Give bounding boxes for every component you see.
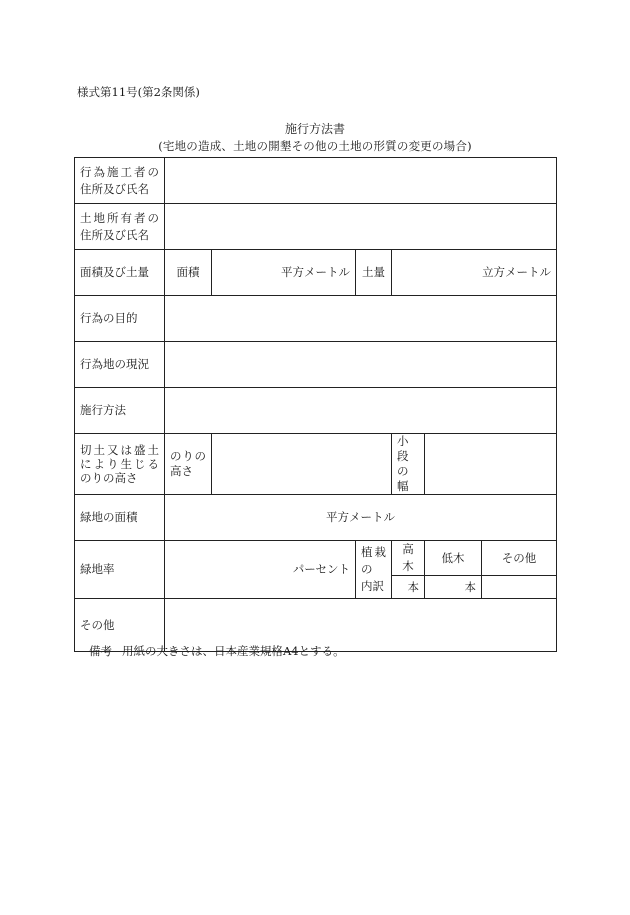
table-row xyxy=(75,296,557,342)
owner-label-line2: 住所及び氏名 xyxy=(80,227,149,242)
slope-label-line3: のりの高さ xyxy=(80,471,138,485)
green-area-label: 緑地の面積 xyxy=(75,495,165,541)
table-row xyxy=(75,250,557,296)
form-number: 様式第11号(第2条関係) xyxy=(77,85,200,99)
table-row xyxy=(75,342,557,388)
actor-label-line1: 行為施工者の xyxy=(80,164,159,179)
planting-label xyxy=(356,541,392,599)
slope-height-line1: のりの xyxy=(170,449,206,463)
other-plant-header: その他 xyxy=(482,541,557,576)
area-field[interactable] xyxy=(212,250,356,296)
green-ratio-unit: パーセント xyxy=(292,562,350,576)
purpose-label: 行為の目的 xyxy=(75,296,165,342)
soil-label: 土量 xyxy=(356,250,392,296)
slope-label-line1: 切土又は盛土 xyxy=(80,443,159,457)
form-title: 施行方法書 xyxy=(284,122,345,136)
step-width-line1: 小段の xyxy=(397,434,409,478)
planting-label-line1: 植栽の xyxy=(361,545,386,576)
planting-label-line2: 内訳 xyxy=(361,579,384,593)
low-tree-header: 低木 xyxy=(425,541,482,576)
slope-label-line2: により生じる xyxy=(80,457,159,471)
table-row xyxy=(75,204,557,250)
current-state-field[interactable] xyxy=(165,342,557,388)
soil-unit: 立方メートル xyxy=(482,265,552,279)
area-soil-label: 面積及び土量 xyxy=(75,250,165,296)
slope-height-label xyxy=(165,434,212,495)
tall-tree-header: 高木 xyxy=(392,541,425,576)
low-tree-count-field[interactable] xyxy=(425,576,482,599)
table-row xyxy=(75,388,557,434)
green-area-field[interactable] xyxy=(165,495,557,541)
table-row xyxy=(75,541,557,576)
area-label: 面積 xyxy=(165,250,212,296)
area-unit: 平方メートル xyxy=(281,265,350,279)
slope-height-line2: 高さ xyxy=(170,464,193,478)
green-ratio-field[interactable] xyxy=(165,541,356,599)
table-row xyxy=(75,434,557,495)
other-plant-count-field[interactable] xyxy=(482,576,557,599)
table-row xyxy=(75,158,557,204)
construction-method-form-table xyxy=(74,157,557,652)
remark-text: 用紙の大きさは、日本産業規格A4とする。 xyxy=(122,644,345,658)
table-row xyxy=(75,495,557,541)
owner-label xyxy=(75,204,165,250)
slope-label xyxy=(75,434,165,495)
method-label: 施行方法 xyxy=(75,388,165,434)
actor-label-line2: 住所及び氏名 xyxy=(80,181,149,196)
green-area-unit: 平方メートル xyxy=(326,510,396,524)
remark xyxy=(89,643,345,659)
actor-label xyxy=(75,158,165,204)
tall-tree-unit: 本 xyxy=(407,579,419,594)
current-state-label: 行為地の現況 xyxy=(75,342,165,388)
method-field[interactable] xyxy=(165,388,557,434)
soil-field[interactable] xyxy=(392,250,557,296)
step-width-line2: 幅 xyxy=(397,479,409,493)
remark-label: 備考 xyxy=(89,644,112,658)
other-label: その他 xyxy=(75,599,165,652)
owner-field[interactable] xyxy=(165,204,557,250)
low-tree-unit: 本 xyxy=(464,579,476,594)
owner-label-line1: 土地所有者の xyxy=(80,210,159,225)
green-ratio-label: 緑地率 xyxy=(75,541,165,599)
step-width-label xyxy=(392,434,425,495)
actor-field[interactable] xyxy=(165,158,557,204)
step-width-field[interactable] xyxy=(425,434,557,495)
slope-height-field[interactable] xyxy=(212,434,392,495)
purpose-field[interactable] xyxy=(165,296,557,342)
tall-tree-count-field[interactable] xyxy=(392,576,425,599)
form-subtitle: (宅地の造成、土地の開墾その他の土地の形質の変更の場合) xyxy=(158,139,472,153)
